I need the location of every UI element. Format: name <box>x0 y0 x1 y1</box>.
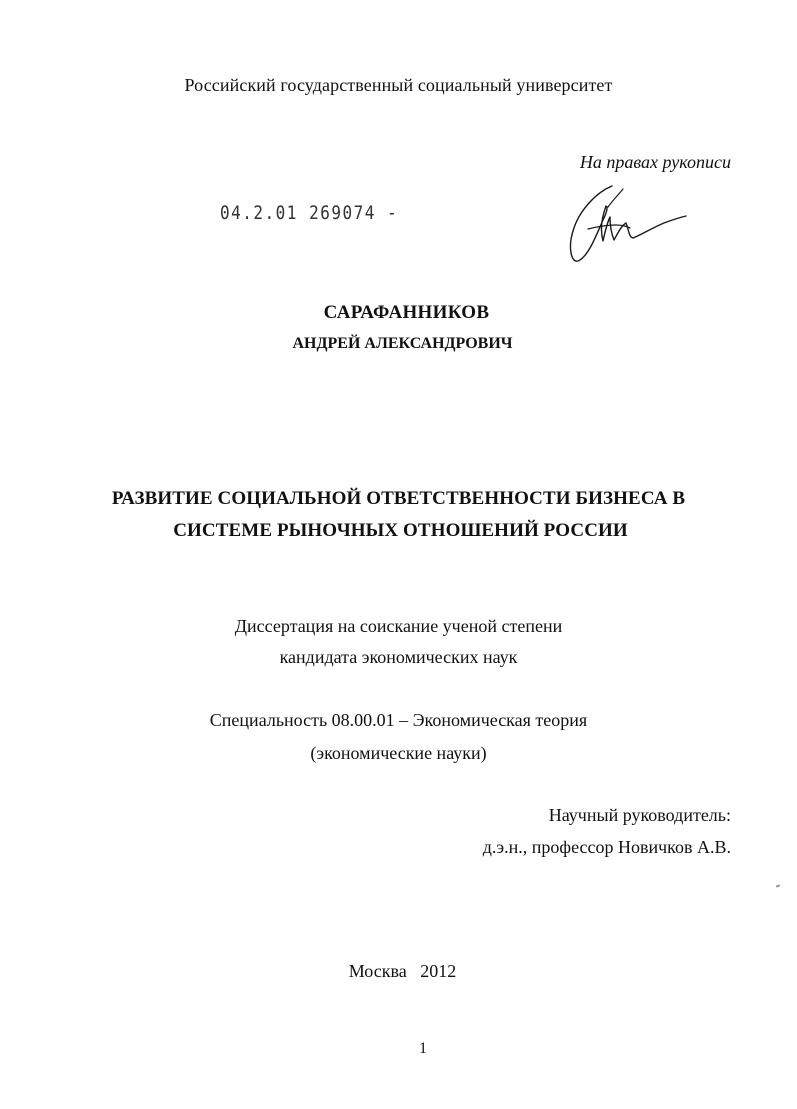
thesis-title-line-2: СИСТЕМЕ РЫНОЧНЫХ ОТНОШЕНИЙ РОССИИ <box>173 520 628 541</box>
degree-line-1: Диссертация на соискание ученой степени <box>234 616 563 636</box>
signature-stroke <box>571 186 686 261</box>
city-and-year: Москва 2012 <box>348 961 457 981</box>
manuscript-rights-note: На правах рукописи <box>579 152 731 172</box>
author-surname: САРАФАННИКОВ <box>323 302 490 323</box>
supervisor-name: д.э.н., профессор Новичков А.В. <box>482 837 731 857</box>
scan-speck <box>776 884 780 887</box>
page-number: 1 <box>419 1040 427 1057</box>
speciality-line-1: Специальность 08.00.01 – Экономическая теория <box>209 710 588 730</box>
handwritten-signature <box>566 183 690 267</box>
speciality-line-2: (экономические науки) <box>310 743 487 763</box>
supervisor-label: Научный руководитель: <box>548 805 731 825</box>
author-given-names: АНДРЕЙ АЛЕКСАНДРОВИЧ <box>292 335 513 352</box>
university-name: Российский государственный социальный университет <box>184 75 613 95</box>
signature-crossbar <box>588 225 630 229</box>
thesis-title-line-1: РАЗВИТИЕ СОЦИАЛЬНОЙ ОТВЕТСТВЕННОСТИ БИЗНЕСА В <box>111 488 686 509</box>
degree-line-2: кандидата экономических наук <box>279 647 518 667</box>
registration-number-stamp: 04.2.01 269074 - <box>220 201 399 224</box>
signature-loop <box>608 189 623 207</box>
